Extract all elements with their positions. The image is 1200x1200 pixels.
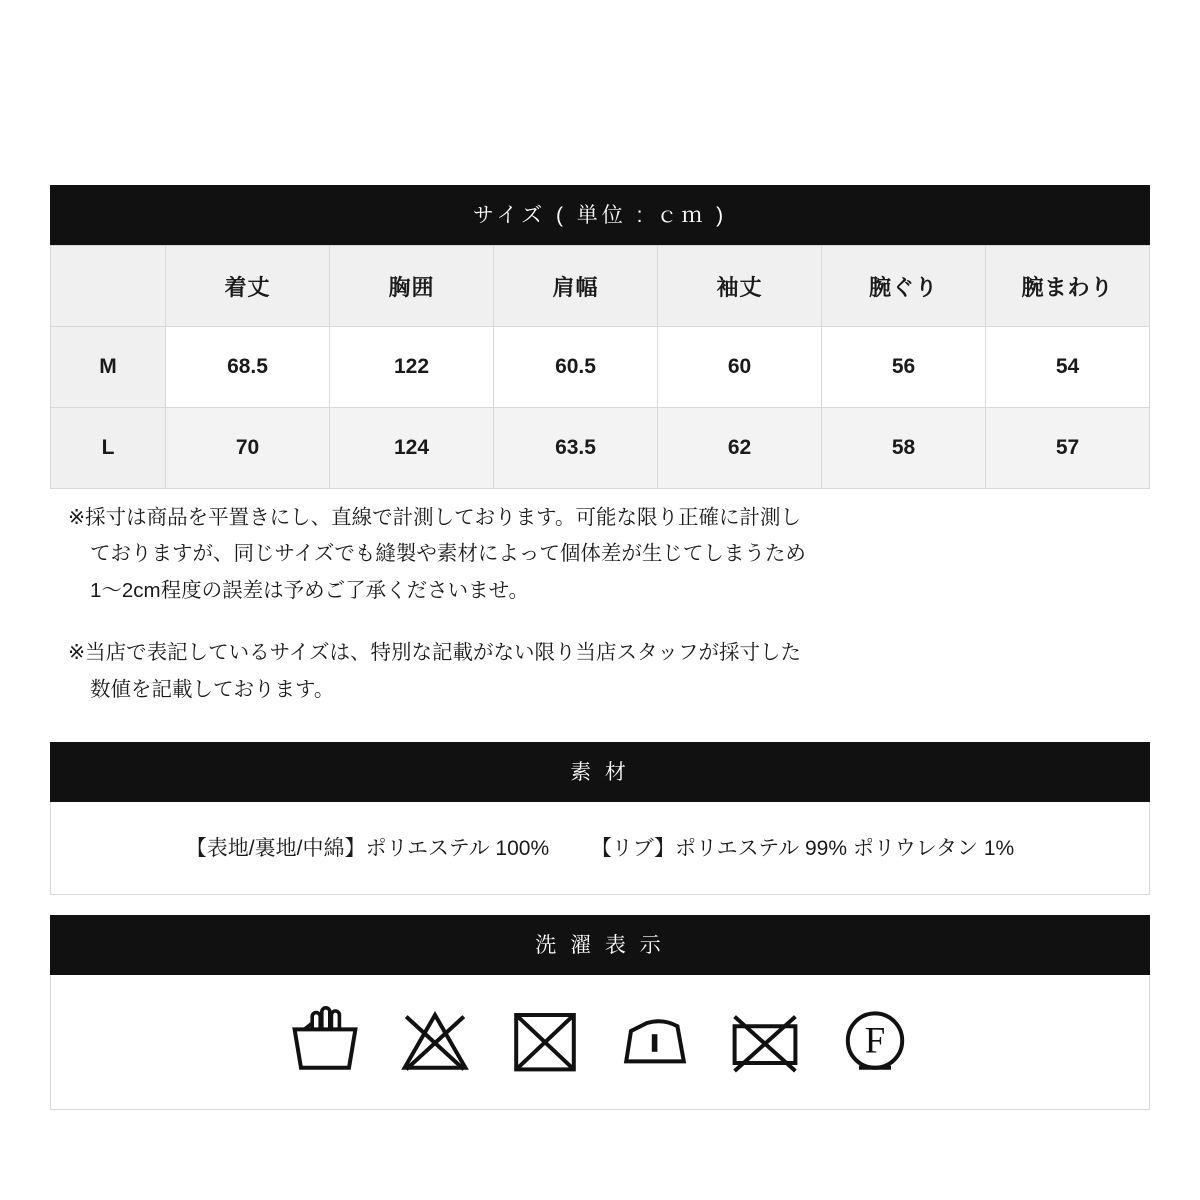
material-shell-lining-fill: 【表地/裏地/中綿】ポリエステル 100% bbox=[185, 837, 550, 860]
size-table bbox=[50, 245, 1150, 489]
table-row bbox=[51, 408, 1150, 489]
material-section bbox=[50, 742, 1150, 895]
cell-l-sleeve: 62 bbox=[658, 408, 822, 489]
note-line: 数値を記載しております。 bbox=[90, 677, 335, 701]
column-header-length: 着丈 bbox=[166, 246, 330, 327]
size-table-head bbox=[51, 246, 1150, 327]
cell-m-shoulder: 60.5 bbox=[494, 327, 658, 408]
column-header-arm-circumference: 腕まわり bbox=[986, 246, 1150, 327]
cell-m-armhole: 56 bbox=[822, 327, 986, 408]
cell-m-length: 68.5 bbox=[166, 327, 330, 408]
note-line: ておりますが、同じサイズでも縫製や素材によって個体差が生じてしまうため bbox=[90, 542, 806, 566]
dry-clean-f-icon bbox=[833, 999, 917, 1079]
hand-wash-icon bbox=[283, 999, 367, 1079]
size-section-header: サイズ ( 単位 : ｃｍ ) bbox=[50, 185, 1150, 245]
no-bleach-icon bbox=[393, 999, 477, 1079]
cell-m-chest: 122 bbox=[330, 327, 494, 408]
no-tumble-dry-icon bbox=[503, 999, 587, 1079]
notes-section bbox=[68, 500, 1138, 734]
product-spec-page bbox=[50, 0, 1150, 1200]
cell-m-sleeve: 60 bbox=[658, 327, 822, 408]
cell-l-armhole: 58 bbox=[822, 408, 986, 489]
row-label-m: M bbox=[51, 327, 166, 408]
wash-section-header: 洗 濯 表 示 bbox=[50, 915, 1150, 975]
note-measurement bbox=[68, 500, 1138, 609]
iron-low-icon bbox=[613, 999, 697, 1079]
column-header-sleeve: 袖丈 bbox=[658, 246, 822, 327]
note-line: ※当店で表記しているサイズは、特別な記載がない限り当店スタッフが採寸した bbox=[68, 641, 802, 665]
cell-m-arm-circumference: 54 bbox=[986, 327, 1150, 408]
no-wet-cleaning-icon bbox=[723, 999, 807, 1079]
svg-text:F: F bbox=[864, 1019, 886, 1061]
material-rib: 【リブ】ポリエステル 99% ポリウレタン 1% bbox=[590, 837, 1015, 860]
column-header-armhole: 腕ぐり bbox=[822, 246, 986, 327]
cell-l-shoulder: 63.5 bbox=[494, 408, 658, 489]
note-line: 1〜2cm程度の誤差は予めご了承くださいませ。 bbox=[90, 578, 530, 602]
wash-icon-row bbox=[50, 975, 1150, 1110]
table-header-row bbox=[51, 246, 1150, 327]
table-row bbox=[51, 327, 1150, 408]
column-header-blank bbox=[51, 246, 166, 327]
note-staff-measured bbox=[68, 635, 1138, 708]
cell-l-length: 70 bbox=[166, 408, 330, 489]
note-line: ※採寸は商品を平置きにし、直線で計測しております。可能な限り正確に計測し bbox=[68, 506, 802, 529]
material-section-header: 素 材 bbox=[50, 742, 1150, 802]
size-table-body bbox=[51, 327, 1150, 489]
column-header-shoulder: 肩幅 bbox=[494, 246, 658, 327]
cell-l-chest: 124 bbox=[330, 408, 494, 489]
column-header-chest: 胸囲 bbox=[330, 246, 494, 327]
cell-l-arm-circumference: 57 bbox=[986, 408, 1150, 489]
size-section bbox=[50, 185, 1150, 489]
wash-section bbox=[50, 915, 1150, 1110]
material-content bbox=[50, 802, 1150, 895]
row-label-l: L bbox=[51, 408, 166, 489]
